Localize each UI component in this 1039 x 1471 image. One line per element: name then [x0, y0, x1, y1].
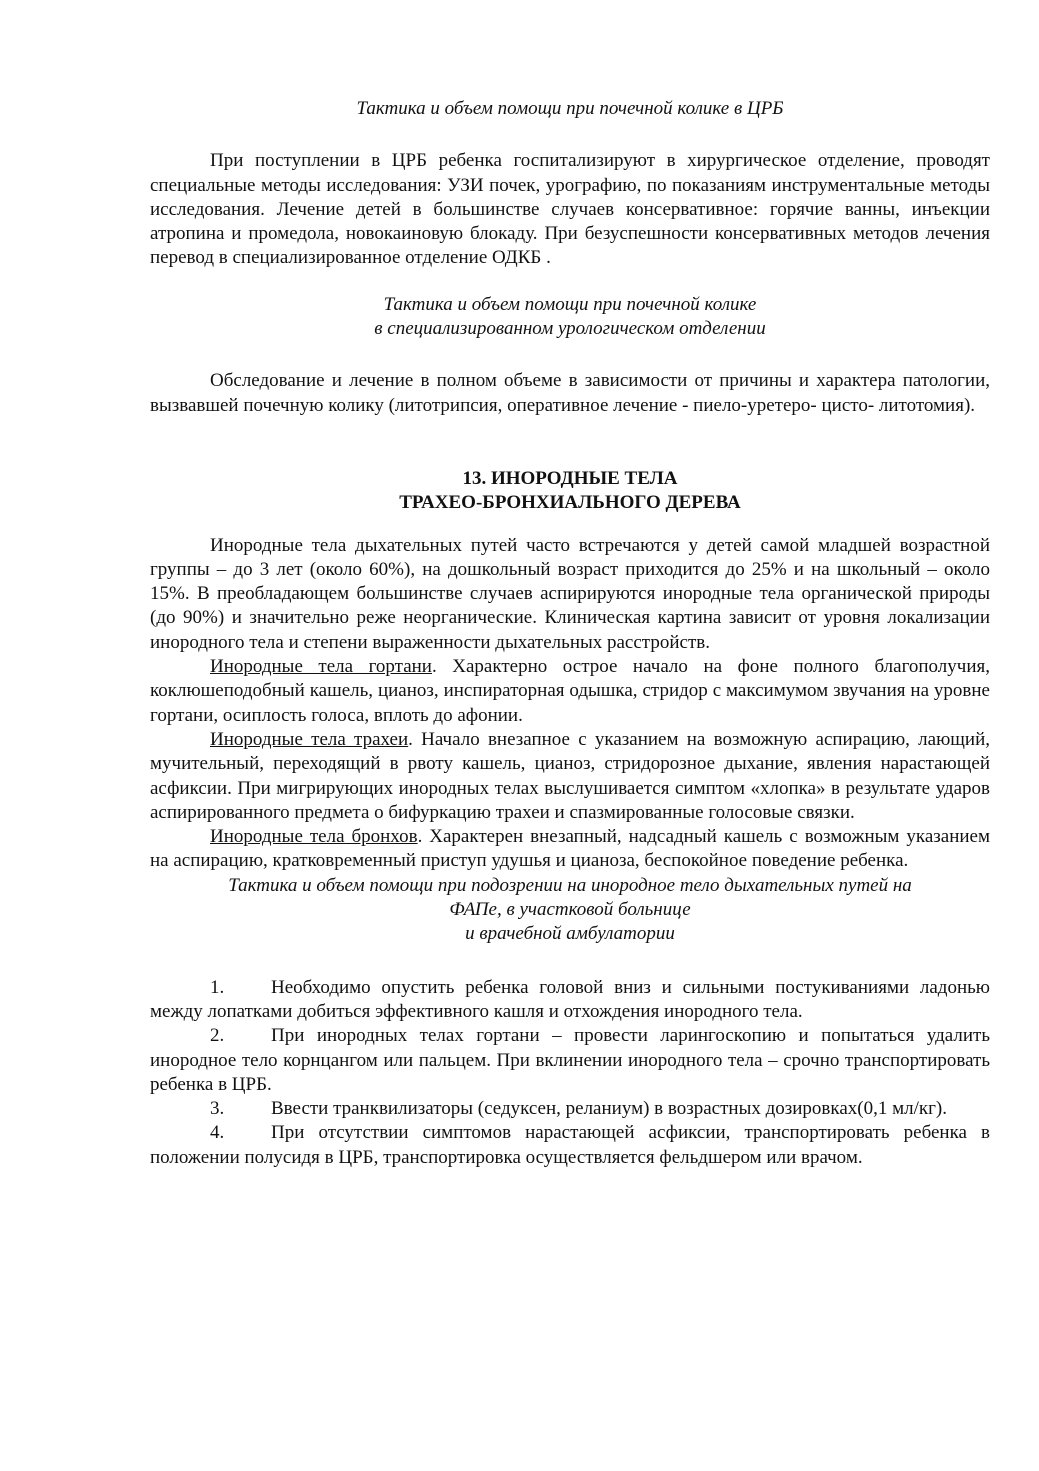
list-item	[150, 976, 990, 1025]
paragraph-renal-colic-urology: Обследование и лечение в полном объеме в зависимости от причины и характера патологии, вызвавшей почечную колику (литотрипсия, оперативное лечение - пиело-уретеро- цисто- литотомия).	[150, 370, 990, 416]
list-item-text: При инородных телах гортани – провести ларингоскопию и попытаться удалить инородное тело корнцангом или пальцем. При вклинении инородного тела – срочно транспортировать ребенка в ЦРБ.	[150, 1025, 990, 1095]
section-title-renal-colic-crb: Тактика и объем помощи при почечной колике в ЦРБ	[356, 98, 784, 119]
paragraph-renal-colic-crb: При поступлении в ЦРБ ребенка госпитализируют в хирургическое отделение, проводят специальные методы исследования: УЗИ почек, урографию, по показаниям инструментальные методы исследования. Лечение детей в большинстве случаев консервативное: горячие ванны, инъекции атропина и промедола, новокаиновую блокаду. При безуспешности консервативных методов лечения перевод в специализированное отделение ОДКБ .	[150, 150, 990, 269]
bronchi-label: Инородные тела бронхов	[210, 826, 418, 848]
paragraph-trachea	[150, 728, 990, 825]
tactics-title-line1: Тактика и объем помощи при подозрении на инородное тело дыхательных путей на	[228, 874, 912, 896]
list-item-number: 2.	[210, 1025, 225, 1047]
list-item	[150, 1024, 990, 1097]
list-item-text: Ввести транквилизаторы (седуксен, реланиум) в возрастных дозировках(0,1 мл/кг).	[271, 1098, 947, 1120]
section-title-renal-colic-urology-line1: Тактика и объем помощи при почечной колике	[383, 293, 757, 315]
list-item-text: Необходимо опустить ребенка головой вниз и сильными постукиваниями ладонью между лопатками добиться эффективного кашля и отхождения инородного тела.	[150, 976, 990, 1022]
chapter-title-line2: ТРАХЕО-БРОНХИАЛЬНОГО ДЕРЕВА	[399, 492, 741, 514]
paragraph-foreign-bodies-intro: Инородные тела дыхательных путей часто встречаются у детей самой младшей возрастной группы – до 3 лет (около 60%), на дошкольный возраст приходится до 25% и на школьный – около 15%. В преобладающем большинстве случаев аспирируются инородные тела органической природы (до 90%) и значительно реже неорганические. Клиническая картина зависит от уровня локализации инородного тела и степени выраженности дыхательных расстройств.	[150, 534, 990, 653]
document-page	[150, 97, 990, 1170]
larynx-text: . Характерно острое начало на фоне полного благополучия, коклюшеподобный кашель, цианоз, инспираторная одышка, стридор с максимумом звучания на уровне гортани, осиплость голоса, вплоть до афонии.	[150, 656, 990, 726]
trachea-label: Инородные тела трахеи	[210, 728, 409, 750]
list-item	[150, 1097, 990, 1121]
list-item-text: При отсутствии симптомов нарастающей асфиксии, транспортировать ребенка в положении полусидя в ЦРБ, транспортировка осуществляется фельдшером или врачом.	[150, 1122, 990, 1168]
list-item-number: 3.	[210, 1098, 225, 1120]
section-title-renal-colic-urology-line2: в специализированном урологическом отделении	[374, 318, 766, 340]
list-item-number: 1.	[210, 976, 225, 998]
chapter-title-line1: 13. ИНОРОДНЫЕ ТЕЛА	[462, 467, 678, 489]
bronchi-text: . Характерен внезапный, надсадный кашель с возможным указанием на аспирацию, кратковременный приступ удушья и цианоза, беспокойное поведение ребенка.	[150, 826, 990, 872]
list-item-number: 4.	[210, 1122, 225, 1144]
paragraph-bronchi	[150, 825, 990, 874]
tactics-title-line3: и врачебной амбулатории	[465, 923, 675, 945]
larynx-label: Инородные тела гортани	[210, 656, 432, 678]
paragraph-larynx	[150, 655, 990, 728]
trachea-text: . Начало внезапное с указанием на возможную аспирацию, лающий, мучительный, переходящий в рвоту кашель, цианоз, стридорозное дыхание, явления нарастающей асфиксии. При мигрирующих инородных телах выслушивается симптом «хлопка» в результате ударов аспирированного предмета о бифуркацию трахеи и спазмированные голосовые связки.	[150, 728, 991, 823]
list-item	[150, 1121, 990, 1170]
tactics-title-line2: ФАПе, в участковой больнице	[449, 899, 691, 921]
